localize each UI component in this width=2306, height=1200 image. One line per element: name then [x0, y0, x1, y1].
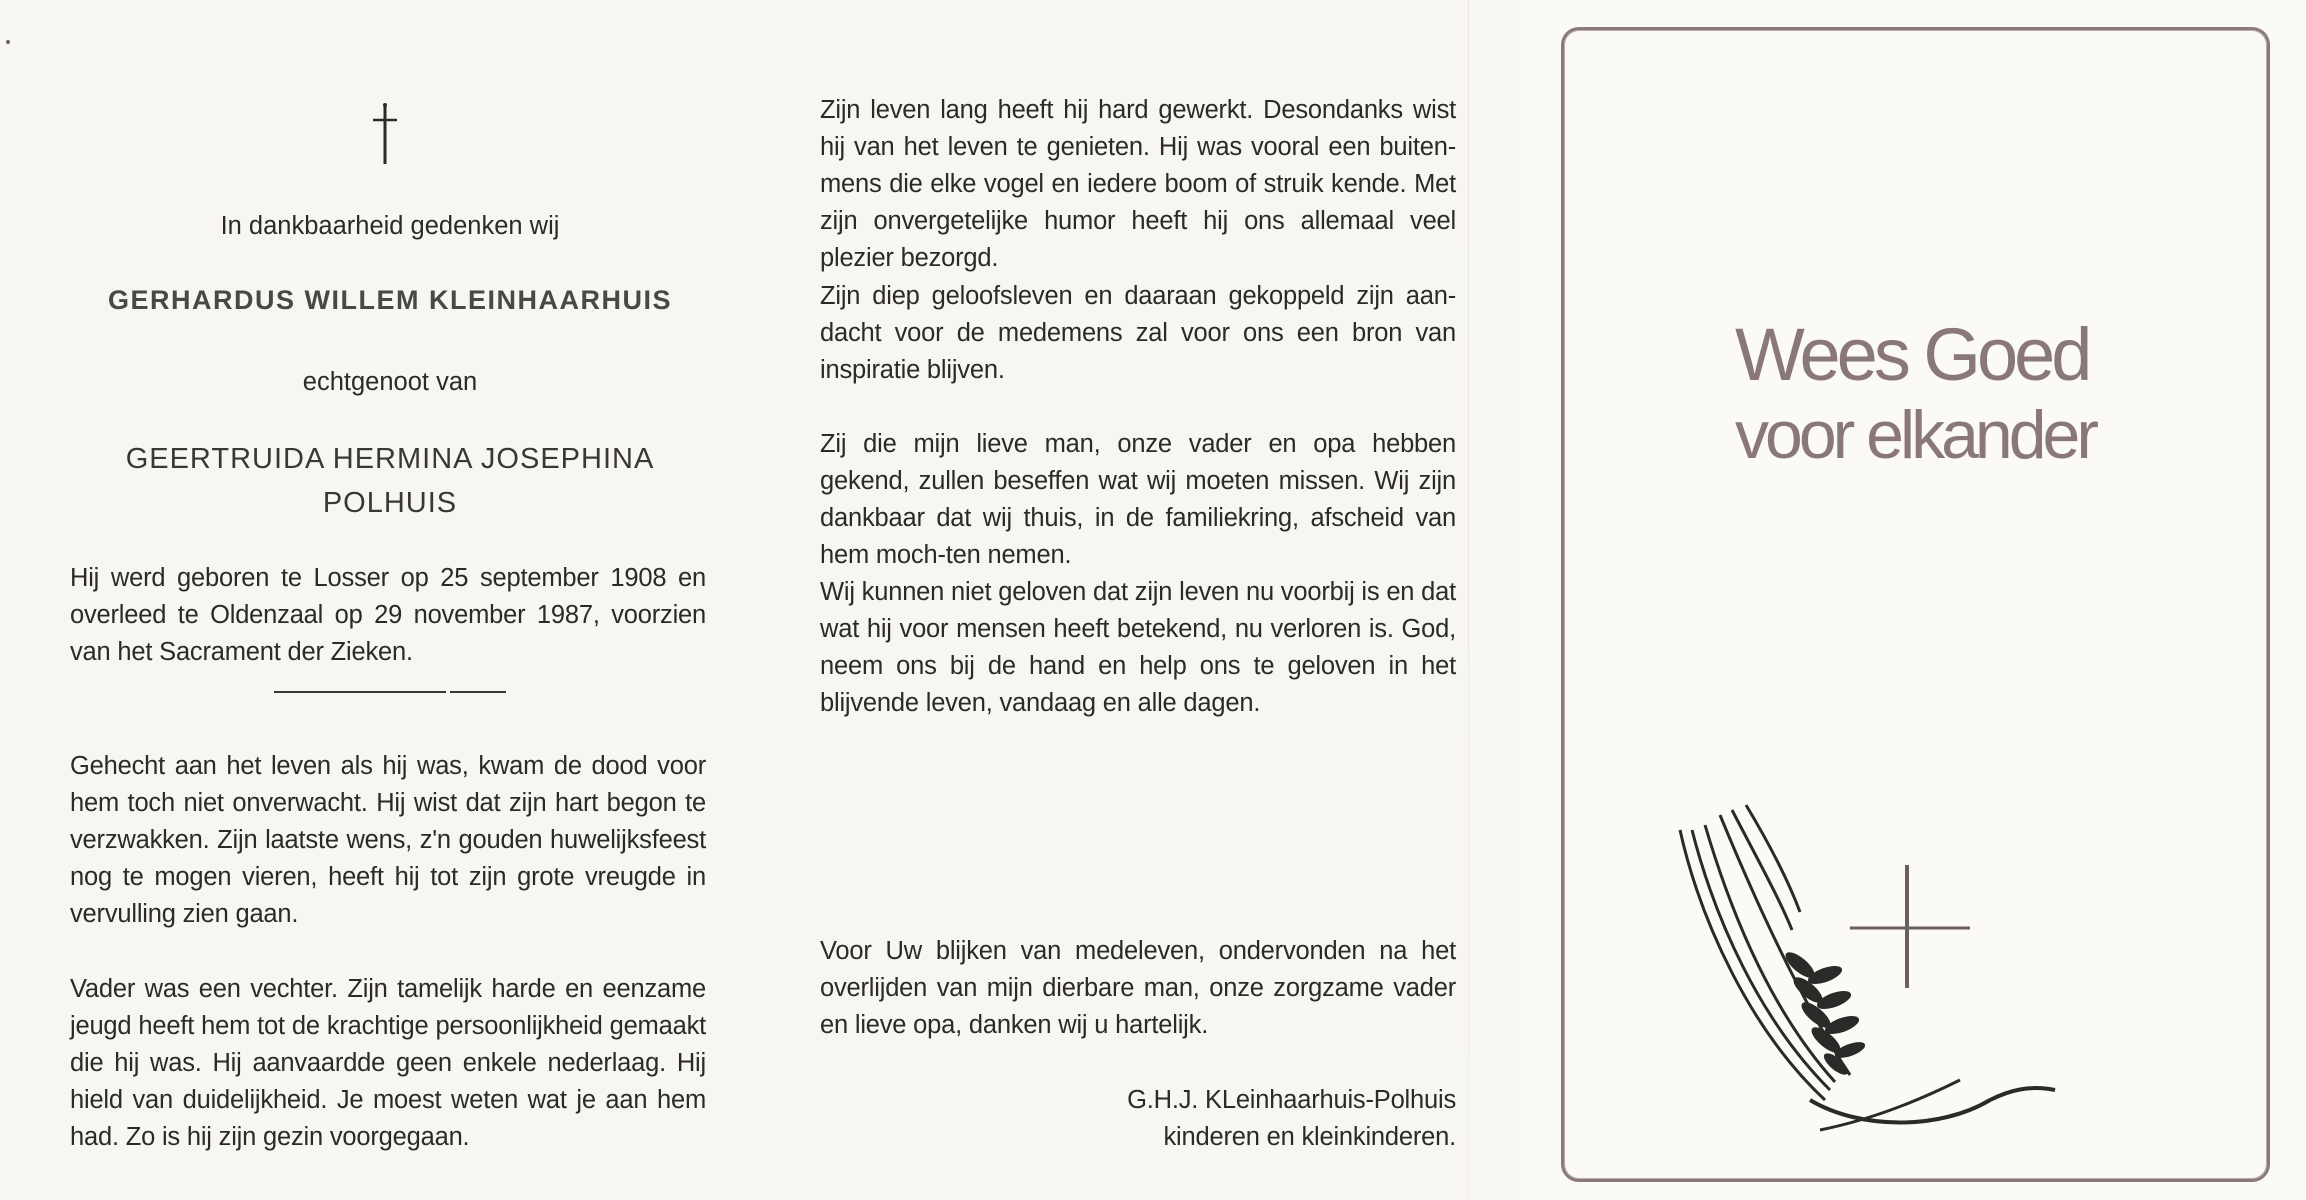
- middle-paragraph-1: Zijn leven lang heeft hij hard gewerkt. Desondanks wist hij van het leven te genieten. Hij was vooral een buiten-mens die elke vogel en iedere boom of struik kende. Met zijn onvergetelijke humor heeft hij ons allemaal veel plezier bezorgd.: [820, 96, 1456, 272]
- spouse-line-2: POLHUIS: [322, 487, 458, 519]
- signature-line-1: G.H.J. KLeinhaarhuis-Polhuis: [1127, 1086, 1456, 1114]
- signature-line-2: kinderen en kleinkinderen.: [1163, 1123, 1456, 1151]
- signature: [1000, 1082, 1456, 1156]
- cross-icon: [370, 100, 400, 166]
- speck: [6, 40, 10, 44]
- spouse-name: [60, 437, 720, 525]
- middle-paragraph-2: Zijn diep geloofsleven en daaraan gekoppeld zijn aan-dacht voor de medemens zal voor ons een bron van inspiratie blijven.: [820, 282, 1456, 384]
- birth-paragraph: Hij werd geboren te Losser op 25 september 1908 en overleed te Oldenzaal op 29 november 1987, voorzien van het Sacrament der Zieken.: [70, 564, 706, 666]
- divider-rule: [274, 691, 446, 693]
- intro-text: In dankbaarheid gedenken wij: [220, 212, 560, 240]
- thanks-paragraph: Voor Uw blijken van medeleven, ondervonden na het overlijden van mijn dierbare man, onze zorgzame vader en lieve opa, danken wij u hartelijk.: [820, 937, 1456, 1039]
- fold-line: [1468, 0, 1469, 1200]
- wheat-icon: [1660, 800, 2080, 1150]
- middle-paragraph-3: Zij die mijn lieve man, onze vader en opa hebben gekend, zullen beseffen wat wij moeten missen. Wij zijn dankbaar dat wij thuis, in de familiekring, afscheid van hem moch-ten nemen.: [820, 430, 1456, 569]
- card-title-line-1: Wees Goed: [1735, 313, 2089, 396]
- spouse-intro: echtgenoot van: [302, 368, 478, 396]
- deceased-name: GERHARDUS WILLEM KLEINHAARHUIS: [108, 285, 672, 315]
- middle-paragraph-4: Wij kunnen niet geloven dat zijn leven nu voorbij is en dat wat hij voor mensen heeft betekend, nu verloren is. God, neem ons bij de hand en help ons te geloven in het blijvende leven, vandaag en alle dagen.: [820, 578, 1457, 717]
- left-paragraph-2: Vader was een vechter. Zijn tamelijk harde en eenzame jeugd heeft hem tot de krachtige persoonlijkheid gemaakt die hij was. Hij aanvaardde geen enkele nederlaag. Hij hield van duidelijkheid. Je moest weten wat je aan hem had. Zo is hij zijn gezin voorgegaan.: [70, 975, 706, 1151]
- divider-rule: [450, 691, 506, 693]
- left-paragraph-1: Gehecht aan het leven als hij was, kwam de dood voor hem toch niet onverwacht. Hij wist dat zijn hart begon te verzwakken. Zijn laatste wens, z'n gouden huwelijksfeest nog te mogen vieren, heeft hij tot zijn grote vreugde in vervulling zien gaan.: [70, 752, 706, 928]
- card-title-line-2: voor elkander: [1735, 397, 2096, 473]
- spouse-line-1: GEERTRUIDA HERMINA JOSEPHINA: [125, 443, 655, 475]
